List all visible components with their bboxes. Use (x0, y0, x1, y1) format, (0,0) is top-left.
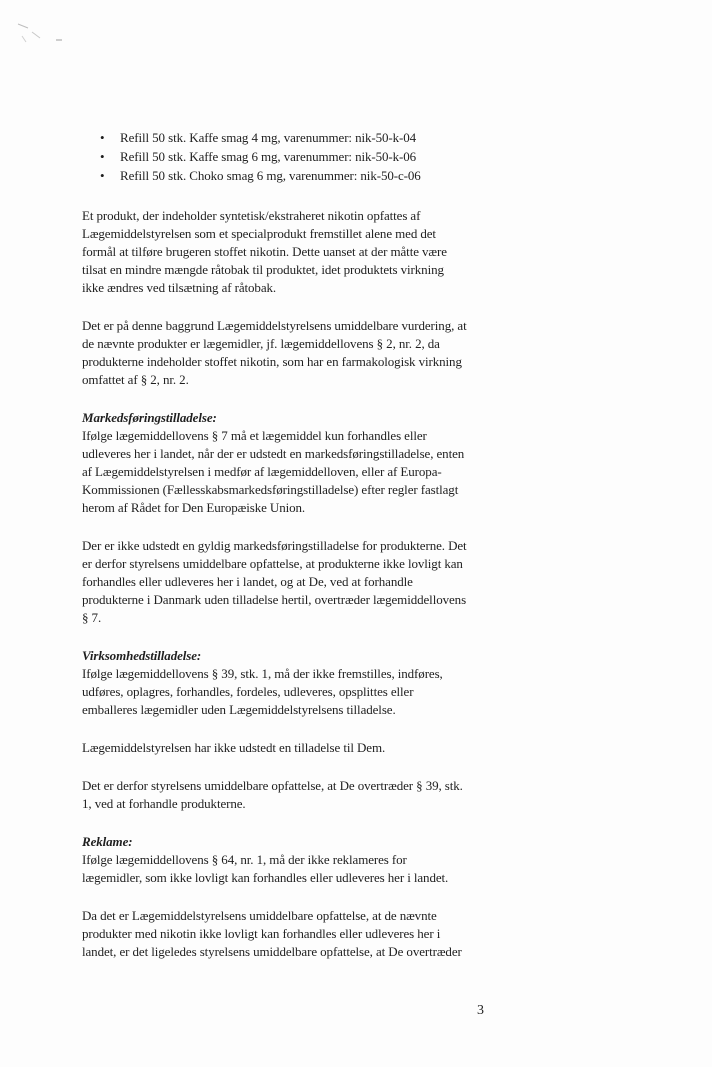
product-bullet-list (82, 128, 502, 185)
paragraph-violation-39: Det er derfor styrelsens umiddelbare opfattelse, at De overtræder § 39, stk. 1, ved at forhandle produkterne. (82, 778, 463, 811)
list-item: • Refill 50 stk. Kaffe smag 4 mg, varenummer: nik-50-k-04 (100, 130, 417, 145)
paragraph-virksomhed: Ifølge lægemiddellovens § 39, stk. 1, må der ikke fremstilles, indføres, udføres, oplagres, forhandles, fordeles, udleveres, opsplittes eller emballeres lægemidler uden Lægemiddelstyrelsens tilladelse. (82, 666, 443, 717)
section-heading-markedsforing: Markedsføringstilladelse: (82, 410, 217, 425)
paragraph-reklame: Ifølge lægemiddellovens § 64, nr. 1, må der ikke reklameres for lægemidler, som ikke lovligt kan forhandles eller udleveres her i landet. (82, 852, 449, 885)
scan-artifact-mark (14, 18, 64, 58)
paragraph-markedsforing: Ifølge lægemiddellovens § 7 må et lægemiddel kun forhandles eller udleveres her i landet, når der er udstedt en markedsføringstilladelse, enten af Lægemiddelstyrelsen i medfør af lægemiddelloven, eller af Europa- Kommissionen (Fællesskabsmarkedsføringstilladelse) efter regler fastlagt herom af Rådet for Den Europæiske Union. (82, 428, 465, 515)
list-item: • Refill 50 stk. Kaffe smag 6 mg, varenummer: nik-50-k-06 (100, 149, 417, 164)
list-item: • Refill 50 stk. Choko smag 6 mg, varenummer: nik-50-c-06 (100, 168, 421, 183)
paragraph-nicotine-specialproduct: Et produkt, der indeholder syntetisk/ekstraheret nikotin opfattes af Lægemiddelstyrelsen som et specialprodukt fremstillet alene med det formål at tilføre brugeren stoffet nikotin. Dette uanset at der måtte være tilsat en mindre mængde råtobak til produktet, idet produktets virkning ikke ændres ved tilsætning af råtobak. (82, 208, 447, 295)
paragraph-reklame-violation: Da det er Lægemiddelstyrelsens umiddelbare opfattelse, at de nævnte produkter med nikotin ikke lovligt kan forhandles eller udleveres her i landet, er det ligeledes styrelsens umiddelbare opfattelse, at De overtræder (82, 908, 462, 959)
section-heading-reklame: Reklame: (82, 834, 133, 849)
paragraph-no-permit: Lægemiddelstyrelsen har ikke udstedt en tilladelse til Dem. (82, 740, 386, 755)
paragraph-no-authorisation: Der er ikke udstedt en gyldig markedsføringstilladelse for produkterne. Det er derfor styrelsens umiddelbare opfattelse, at produkterne ikke lovligt kan forhandles eller udleveres her i landet, og at De, ved at forhandle produkterne i Danmark uden tilladelse hertil, overtræder lægemiddellovens § 7. (82, 538, 467, 625)
bullet-icon: • (100, 149, 105, 164)
bullet-icon: • (100, 168, 105, 183)
page-number: 3 (477, 1003, 484, 1018)
paragraph-assessment: Det er på denne baggrund Lægemiddelstyrelsens umiddelbare vurdering, at de nævnte produkter er lægemidler, jf. lægemiddellovens § 2, nr. 2, da produkterne indeholder stoffet nikotin, som har en farmakologisk virkning omfattet af § 2, nr. 2. (82, 318, 467, 387)
document-body (82, 128, 502, 961)
bullet-icon: • (100, 130, 105, 145)
section-heading-virksomhed: Virksomhedstilladelse: (82, 648, 202, 663)
